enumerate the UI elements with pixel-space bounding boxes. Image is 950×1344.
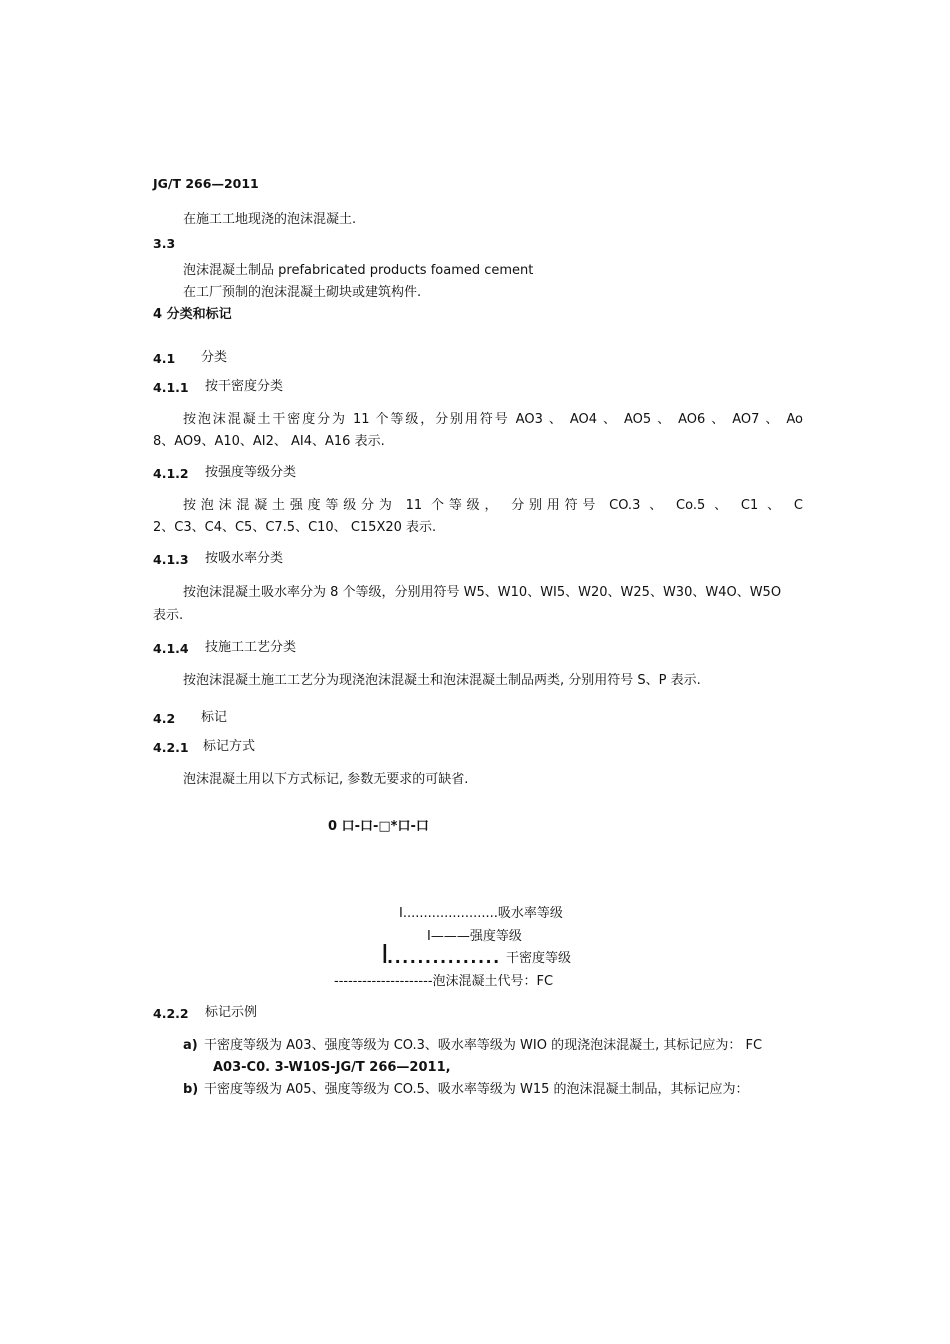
section-4-1-3-text-line2: 表示. — [153, 608, 184, 623]
section-4-1-title: 分类 — [201, 350, 228, 365]
section-4-1-4-title: 技施工工艺分类 — [205, 640, 297, 655]
section-4-2-1-title: 标记方式 — [203, 739, 256, 754]
marking-line-density-label: 干密度等级 — [506, 951, 572, 966]
section-3-3-definition: 在工厂预制的泡沫混凝土砌块或建筑构件. — [183, 285, 422, 300]
section-4-1-2-title: 按强度等级分类 — [205, 465, 297, 480]
marking-line-code: ---------------------泡沫混凝土代号：FC — [334, 974, 554, 989]
section-4-1-1-text-line2: 8、AO9、A10、AI2、 AI4、A16 表示. — [153, 434, 385, 449]
marking-line-density-bar: I — [381, 940, 389, 970]
section-4-2-number: 4.2 — [153, 711, 176, 726]
section-4-2-2-title: 标记示例 — [205, 1005, 258, 1020]
section-4-2-1-text-line1: 泡沫混凝土用以下方式标记, 参数无要求的可缺省. — [183, 772, 469, 787]
section-4-2-1-number: 4.2.1 — [153, 740, 189, 755]
marking-formula: 0 口-口-□*口-口 — [328, 819, 429, 834]
section-4-1-3-number: 4.1.3 — [153, 552, 189, 567]
section-4-1-4-text-line1: 按泡沫混凝土施工工艺分为现浇泡沫混凝土和泡沫混凝土制品两类, 分别用符号 S、P 表示. — [183, 673, 701, 688]
section-3-3-number: 3.3 — [153, 236, 176, 251]
section-4-1-2-number: 4.1.2 — [153, 466, 189, 481]
section-4-1-2-text-line2: 2、C3、C4、C5、C7.5、C10、 C15X20 表示. — [153, 520, 437, 535]
example-a-label: a) — [183, 1038, 198, 1053]
section-4-title: 4 分类和标记 — [153, 307, 232, 322]
marking-line-strength: I———强度等级 — [427, 929, 522, 944]
section-4-1-1-number: 4.1.1 — [153, 380, 189, 395]
marking-line-density-dots: ............... — [387, 948, 501, 967]
document-header: JG/T 266—2011 — [153, 176, 259, 191]
section-4-1-number: 4.1 — [153, 351, 176, 366]
section-4-1-2-text-line1: 按泡沫混凝土强度等级分为 11 个等级， 分别用符号 CO.3 、 Co.5 、 C1 、 C — [183, 498, 803, 513]
example-b-label: b) — [183, 1082, 199, 1097]
section-4-2-2-number: 4.2.2 — [153, 1006, 189, 1021]
section-4-1-3-text-line1: 按泡沫混凝土吸水率分为 8 个等级，分别用符号 W5、W10、WI5、W20、W25、W30、W4O、W5O — [183, 585, 782, 600]
definition-3-2-tail: 在施工工地现浇的泡沫混凝土. — [183, 212, 357, 227]
section-3-3-term: 泡沫混凝土制品 prefabricated products foamed cement — [183, 263, 534, 278]
marking-line-water-absorption: I.......................吸水率等级 — [399, 906, 563, 921]
example-b-line1: 干密度等级为 A05、强度等级为 CO.5、吸水率等级为 W15 的泡沫混凝土制品，其标记应为： — [204, 1082, 749, 1097]
section-4-1-3-title: 按吸水率分类 — [205, 551, 284, 566]
example-a-line2: A03-C0. 3-W10S-JG/T 266—2011, — [213, 1060, 451, 1075]
section-4-1-4-number: 4.1.4 — [153, 641, 189, 656]
section-4-1-1-title: 按干密度分类 — [205, 379, 284, 394]
section-4-1-1-text-line1: 按泡沫混凝土干密度分为 11 个等级，分别用符号 AO3 、 AO4 、 AO5 、 AO6 、 AO7 、 Ao — [183, 412, 803, 427]
section-4-2-title: 标记 — [201, 710, 228, 725]
example-a-line1: 干密度等级为 A03、强度等级为 CO.3、吸水率等级为 WIO 的现浇泡沫混凝土, 其标记应为： FC — [204, 1038, 763, 1053]
